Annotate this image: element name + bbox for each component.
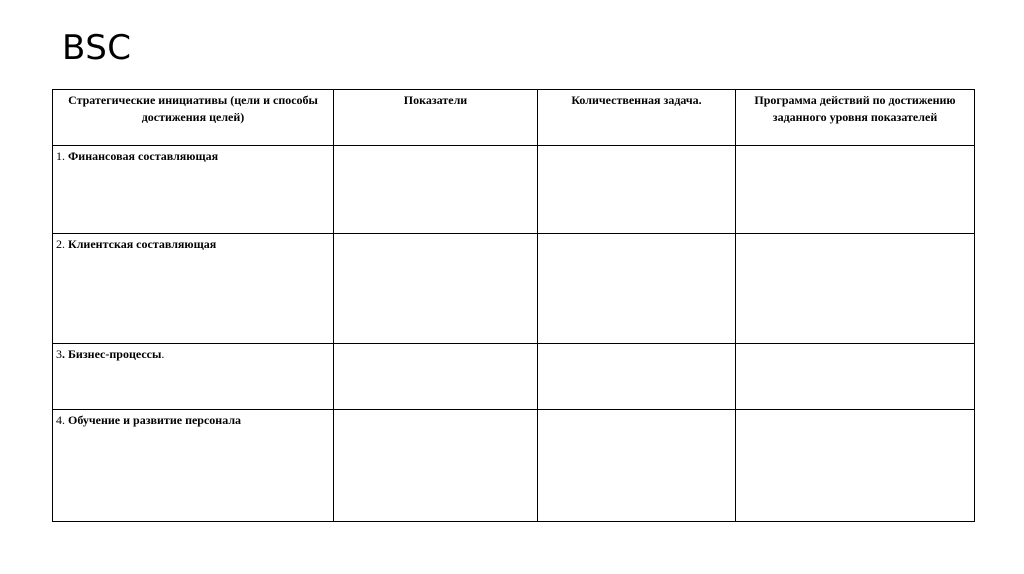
action-program-cell [736, 146, 975, 234]
quantitative-task-cell [538, 234, 736, 344]
header-quantitative-task: Количественная задача. [538, 90, 736, 146]
slide-title: BSC [62, 28, 132, 68]
row-title-cell [53, 146, 334, 234]
quantitative-task-cell [538, 344, 736, 410]
table-row [53, 410, 975, 522]
quantitative-task-cell [538, 410, 736, 522]
row-number: 4. [56, 413, 65, 427]
row-number: 2. [56, 237, 65, 251]
indicators-cell [334, 344, 538, 410]
indicators-cell [334, 234, 538, 344]
row-number: 3 [56, 347, 62, 361]
row-label-tail: . [161, 347, 165, 361]
table-row [53, 344, 975, 410]
action-program-cell [736, 344, 975, 410]
row-label: . Бизнес-процессы [62, 347, 162, 361]
bsc-table [52, 89, 975, 522]
row-title-cell [53, 410, 334, 522]
action-program-cell [736, 234, 975, 344]
action-program-cell [736, 410, 975, 522]
row-label: Клиентская составляющая [68, 237, 217, 251]
row-number: 1. [56, 149, 65, 163]
indicators-cell [334, 410, 538, 522]
table-header-row [53, 90, 975, 146]
row-title-cell [53, 234, 334, 344]
indicators-cell [334, 146, 538, 234]
row-label: Обучение и развитие персонала [68, 413, 242, 427]
table-row [53, 146, 975, 234]
header-indicators: Показатели [334, 90, 538, 146]
row-label: Финансовая составляющая [68, 149, 219, 163]
table-row [53, 234, 975, 344]
quantitative-task-cell [538, 146, 736, 234]
row-title-cell [53, 344, 334, 410]
header-action-program: Программа действий по достижению заданного уровня показателей [736, 90, 975, 146]
header-strategic-initiatives: Стратегические инициативы (цели и способы достижения целей) [53, 90, 334, 146]
